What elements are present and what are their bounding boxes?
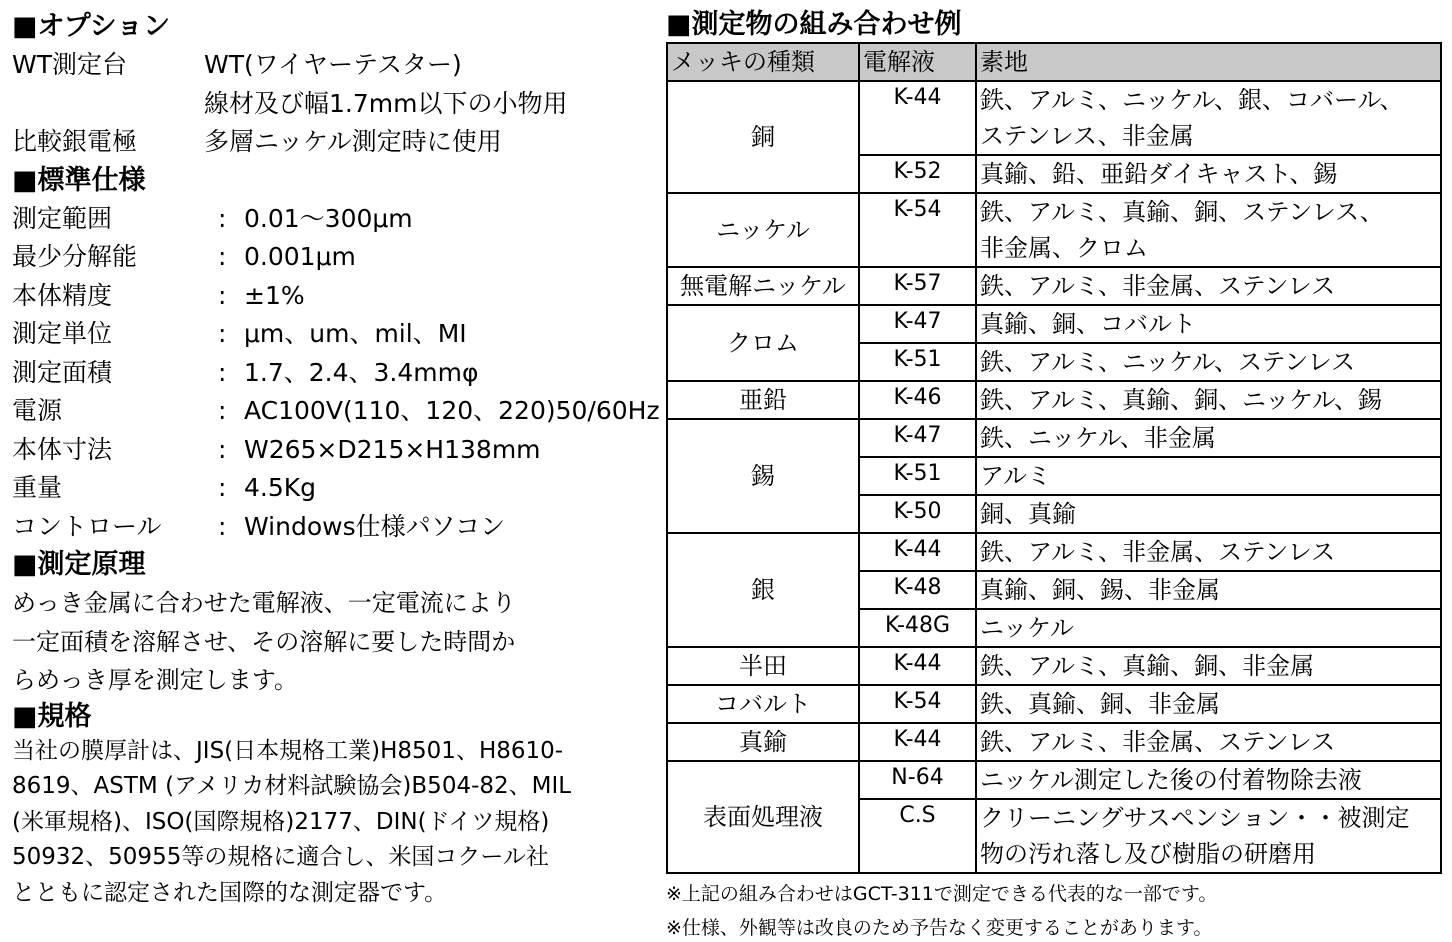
spec-label: 電源 — [12, 396, 63, 425]
plating-cell: 錫 — [667, 419, 859, 533]
principle-line: 一定面積を溶解させ、その溶解に要した時間か — [12, 627, 516, 656]
electrolyte-cell: K-54 — [859, 193, 976, 267]
plating-cell: クロム — [667, 305, 859, 381]
substrate-line: 真鍮、鉛、亜鉛ダイキャスト、錫 — [980, 160, 1338, 188]
option-row-wt — [12, 46, 652, 85]
substrate-cell — [976, 647, 1441, 685]
table-row — [667, 419, 1441, 457]
spec-colon: : — [218, 203, 227, 233]
electrolyte-cell: K-44 — [859, 723, 976, 761]
substrate-cell — [976, 419, 1441, 457]
substrate-line: 鉄、アルミ、真鍮、銅、非金属 — [980, 652, 1315, 680]
substrate-line: 鉄、アルミ、ニッケル、ステンレス — [980, 348, 1355, 376]
plating-cell: コバルト — [667, 685, 859, 723]
substrate-line: 鉄、アルミ、非金属、ステンレス — [980, 728, 1336, 756]
electrolyte-cell: K-48G — [859, 609, 976, 647]
spec-colon: : — [218, 242, 227, 271]
header-substrate: 素地 — [976, 43, 1441, 81]
option-row-wt-detail — [12, 85, 652, 124]
table-header-row — [667, 43, 1441, 81]
substrate-line: 鉄、アルミ、非金属、ステンレス — [980, 538, 1336, 566]
standards-text — [12, 734, 652, 912]
standards-line: (米軍規格)、ISO(国際規格)2177、DIN(ドイツ規格) — [12, 808, 550, 835]
substrate-line: ステンレス、非金属 — [980, 122, 1194, 150]
table-row — [667, 81, 1441, 155]
electrolyte-cell: K-46 — [859, 381, 976, 419]
substrate-line: 鉄、アルミ、真鍮、銅、ステンレス、 — [980, 198, 1384, 226]
plating-cell: 無電解ニッケル — [667, 267, 859, 305]
substrate-cell — [976, 799, 1441, 873]
substrate-line: アルミ — [980, 462, 1052, 490]
note-line: ※仕様、外観等は改良のため予告なく変更することがあります。 — [666, 917, 1213, 939]
header-plating: メッキの種類 — [667, 43, 859, 81]
plating-cell: 亜鉛 — [667, 381, 859, 419]
spec-value: W265×D215×H138mm — [244, 434, 541, 464]
electrolyte-cell: K-47 — [859, 305, 976, 343]
spec-row — [12, 238, 652, 277]
principle-line: らめっき厚を測定します。 — [12, 666, 298, 694]
substrate-line: ニッケル測定した後の付着物除去液 — [980, 766, 1362, 794]
spec-value: 0.01〜300μm — [244, 203, 413, 233]
substrate-line: 鉄、アルミ、非金属、ステンレス — [980, 272, 1336, 300]
spec-label: 本体精度 — [12, 280, 113, 310]
substrate-line: 物の汚れ落し及び樹脂の研磨用 — [980, 840, 1316, 868]
electrolyte-cell: K-48 — [859, 571, 976, 609]
combo-heading: ■測定物の組み合わせ例 — [666, 9, 962, 40]
electrolyte-cell: K-44 — [859, 647, 976, 685]
substrate-line: ニッケル — [980, 614, 1074, 642]
substrate-cell — [976, 267, 1441, 305]
principle-heading: ■測定原理 — [12, 549, 146, 580]
substrate-line: 真鍮、銅、コバルト — [980, 310, 1196, 338]
plating-cell: ニッケル — [667, 193, 859, 267]
principle-line: めっき金属に合わせた電解液、一定電流により — [12, 589, 516, 617]
spec-row — [12, 508, 652, 547]
spec-value: Windows仕様パソコン — [244, 511, 506, 541]
table-row — [667, 533, 1441, 571]
plating-cell: 表面処理液 — [667, 761, 859, 873]
spec-row — [12, 277, 652, 316]
combination-table — [666, 42, 1442, 874]
substrate-line: 鉄、アルミ、真鍮、銅、ニッケル、錫 — [980, 386, 1382, 414]
table-row — [667, 647, 1441, 685]
spec-row — [12, 469, 652, 508]
substrate-cell — [976, 193, 1441, 267]
table-row — [667, 381, 1441, 419]
substrate-line: 非金属、クロム — [980, 234, 1148, 262]
substrate-cell — [976, 155, 1441, 193]
option-row-electrode — [12, 123, 652, 162]
spec-colon: : — [218, 434, 227, 464]
substrate-line: 鉄、ニッケル、非金属 — [980, 424, 1216, 452]
electrolyte-cell: K-50 — [859, 495, 976, 533]
spec-value: 4.5Kg — [244, 473, 317, 502]
spec-colon: : — [218, 357, 227, 387]
spec-label: 測定単位 — [12, 319, 113, 348]
spec-label: 測定範囲 — [12, 203, 113, 233]
right-column — [666, 8, 1442, 942]
substrate-cell — [976, 343, 1441, 381]
electrolyte-cell: K-44 — [859, 81, 976, 155]
header-electrolyte: 電解液 — [859, 43, 976, 81]
spec-row — [12, 315, 652, 354]
substrate-line: クリーニングサスペンション・・被測定 — [980, 804, 1410, 832]
spec-value: ±1% — [244, 280, 305, 310]
table-row — [667, 305, 1441, 343]
electrolyte-cell: K-57 — [859, 267, 976, 305]
electrolyte-cell: K-51 — [859, 457, 976, 495]
notes — [666, 880, 1442, 942]
substrate-line: 真鍮、銅、錫、非金属 — [980, 576, 1220, 604]
spec-row — [12, 431, 652, 470]
spec-row — [12, 200, 652, 239]
table-row — [667, 193, 1441, 267]
electrolyte-cell: K-51 — [859, 343, 976, 381]
plating-cell: 真鍮 — [667, 723, 859, 761]
note-line: ※上記の組み合わせはGCT-311で測定できる代表的な一部です。 — [666, 883, 1218, 905]
spec-colon: : — [218, 511, 227, 541]
standards-heading: ■規格 — [12, 700, 92, 732]
table-row — [667, 723, 1441, 761]
substrate-cell — [976, 571, 1441, 609]
spec-value: 0.001μm — [244, 242, 356, 271]
options-heading: ■オプション — [12, 11, 171, 42]
principle-text — [12, 584, 652, 700]
spec-colon: : — [218, 473, 227, 502]
spec-list — [12, 200, 660, 547]
substrate-line: 鉄、アルミ、ニッケル、銀、コバール、 — [980, 86, 1404, 114]
spec-value: AC100V(110、120、220)50/60Hz — [244, 396, 660, 425]
spec-row — [12, 392, 660, 431]
substrate-cell — [976, 609, 1441, 647]
standards-line: 当社の膜厚計は、JIS(日本規格工業)H8501、H8610- — [12, 737, 564, 764]
substrate-cell — [976, 457, 1441, 495]
spec-label: 最少分解能 — [12, 242, 138, 271]
substrate-cell — [976, 495, 1441, 533]
standards-line: 8619、ASTM (アメリカ材料試験協会)B504-82、MIL — [12, 773, 572, 799]
standards-line: 50932、50955等の規格に適合し、米国コクール社 — [12, 844, 549, 870]
spec-colon: : — [218, 280, 227, 310]
option-value-detail: 線材及び幅1.7mm以下の小物用 — [204, 88, 568, 118]
spec-label: 測定面積 — [12, 357, 113, 387]
spec-row — [12, 354, 652, 393]
electrolyte-cell: K-52 — [859, 155, 976, 193]
substrate-line: 鉄、真鍮、銅、非金属 — [980, 690, 1220, 718]
standards-line: とともに認定された国際的な測定器です。 — [12, 879, 448, 906]
spec-value: μm、um、mil、MI — [244, 319, 467, 348]
substrate-cell — [976, 381, 1441, 419]
spec-label: コントロール — [12, 511, 162, 541]
spec-value: 1.7、2.4、3.4mmφ — [244, 357, 479, 387]
substrate-cell — [976, 761, 1441, 799]
left-column — [12, 8, 660, 911]
substrate-line: 銅、真鍮 — [980, 500, 1076, 528]
plating-cell: 半田 — [667, 647, 859, 685]
electrolyte-cell: K-47 — [859, 419, 976, 457]
spec-label: 本体寸法 — [12, 434, 113, 464]
spec-colon: : — [218, 396, 227, 425]
electrolyte-cell: K-44 — [859, 533, 976, 571]
spec-label: 重量 — [12, 473, 63, 502]
electrolyte-cell: K-54 — [859, 685, 976, 723]
substrate-cell — [976, 723, 1441, 761]
substrate-cell — [976, 305, 1441, 343]
spec-colon: : — [218, 319, 227, 348]
electrolyte-cell: N-64 — [859, 761, 976, 799]
specs-heading: ■標準仕様 — [12, 164, 146, 196]
table-row — [667, 685, 1441, 723]
option-label: WT測定台 — [12, 50, 127, 79]
option-value: WT(ワイヤーテスター) — [204, 50, 462, 79]
option-value: 多層ニッケル測定時に使用 — [204, 127, 502, 156]
plating-cell: 銀 — [667, 533, 859, 647]
table-row — [667, 761, 1441, 799]
plating-cell: 銅 — [667, 81, 859, 193]
electrolyte-cell: C.S — [859, 799, 976, 873]
table-row — [667, 267, 1441, 305]
substrate-cell — [976, 685, 1441, 723]
substrate-cell — [976, 533, 1441, 571]
substrate-cell — [976, 81, 1441, 155]
option-label: 比較銀電極 — [12, 127, 138, 156]
